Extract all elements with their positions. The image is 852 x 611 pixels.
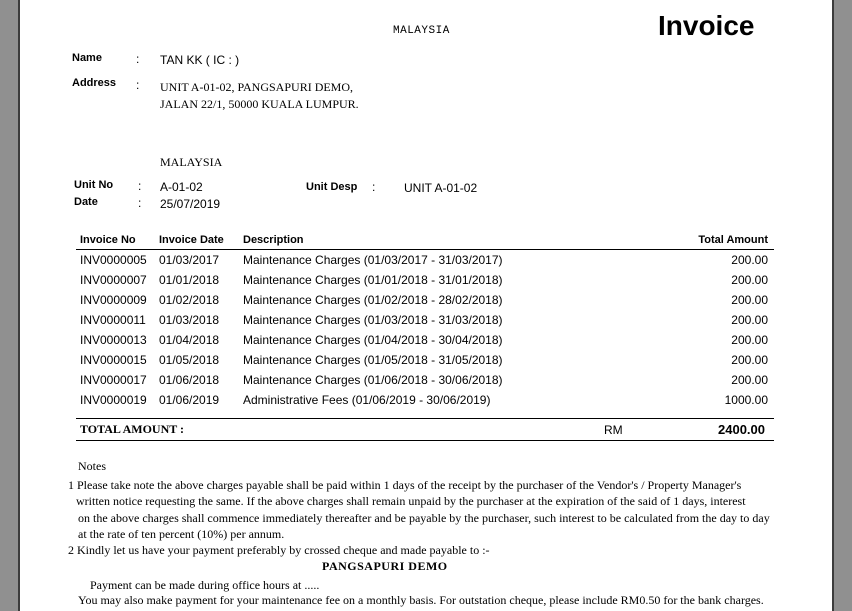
total-currency: RM — [604, 423, 623, 437]
unit-desp-label: Unit Desp — [306, 181, 358, 193]
note-1-line-3: on the above charges shall commence immediately thereafter and be payable by the purchaser, such interest to be calculated from the day to day — [78, 511, 770, 525]
address-line-2: JALAN 22/1, 50000 KUALA LUMPUR. — [160, 97, 359, 111]
total-amount-value: 2400.00 — [718, 422, 765, 437]
office-hours-note: Payment can be made during office hours at ..... — [90, 578, 320, 592]
header-country: MALAYSIA — [393, 25, 450, 37]
cell-description: Maintenance Charges (01/01/2018 - 31/01/2018) — [243, 273, 503, 287]
cell-amount: 200.00 — [731, 373, 768, 387]
table-row — [76, 350, 774, 370]
name-label: Name — [72, 52, 102, 64]
table-row — [76, 370, 774, 390]
name-colon: : — [136, 52, 140, 66]
cell-invoice-no: INV0000019 — [80, 393, 147, 407]
cell-invoice-no: INV0000011 — [80, 313, 146, 327]
unit-no-label: Unit No — [74, 179, 114, 191]
unit-desp-value: UNIT A-01-02 — [404, 181, 478, 195]
note-2-line-1: 2 Kindly let us have your payment preferably by crossed cheque and made payable to :- — [68, 543, 490, 557]
cell-description: Maintenance Charges (01/06/2018 - 30/06/2018) — [243, 373, 503, 387]
cell-invoice-date: 01/02/2018 — [159, 293, 220, 307]
table-row — [76, 390, 774, 410]
date-colon: : — [138, 196, 142, 210]
cell-description: Maintenance Charges (01/02/2018 - 28/02/2018) — [243, 293, 503, 307]
col-header-invoice-no: Invoice No — [76, 230, 155, 250]
cell-amount: 200.00 — [731, 313, 768, 327]
address-colon: : — [136, 78, 140, 92]
cell-invoice-date: 01/01/2018 — [159, 273, 220, 287]
col-header-total-amount: Total Amount — [664, 230, 774, 250]
table-row — [76, 330, 774, 350]
cell-amount: 200.00 — [731, 353, 768, 367]
date-value: 25/07/2019 — [160, 197, 221, 211]
note-1-line-1: 1 Please take note the above charges payable shall be paid within 1 days of the receipt by the purchaser of the Vendor's / Property Manager's — [68, 478, 742, 492]
cell-invoice-date: 01/04/2018 — [159, 333, 220, 347]
total-top-rule — [76, 418, 774, 419]
cell-description: Maintenance Charges (01/03/2018 - 31/03/2018) — [243, 313, 503, 327]
payee-name: PANGSAPURI DEMO — [322, 559, 448, 573]
cell-invoice-no: INV0000017 — [80, 373, 147, 387]
address-label: Address — [72, 77, 117, 89]
unit-no-colon: : — [138, 179, 142, 193]
monthly-payment-note: You may also make payment for your maintenance fee on a monthly basis. For outstation cheque, please include RM0.50 for the bank charges. — [78, 593, 764, 607]
note-1-line-2: written notice requesting the same. If the above charges shall remain unpaid by the purchaser at the expiration of the said of 1 days, interest — [76, 494, 746, 508]
address-line-1: UNIT A-01-02, PANGSAPURI DEMO, — [160, 80, 354, 94]
col-header-invoice-date: Invoice Date — [155, 230, 239, 250]
invoice-title: Invoice — [658, 10, 755, 41]
cell-invoice-date: 01/03/2017 — [159, 253, 220, 267]
cell-invoice-no: INV0000005 — [80, 253, 147, 267]
cell-invoice-date: 01/05/2018 — [159, 353, 220, 367]
table-row — [76, 290, 774, 310]
invoice-page — [20, 0, 832, 611]
left-gutter — [0, 0, 18, 611]
cell-invoice-no: INV0000015 — [80, 353, 147, 367]
right-gutter — [834, 0, 852, 611]
cell-description: Maintenance Charges (01/05/2018 - 31/05/2018) — [243, 353, 503, 367]
cell-invoice-date: 01/06/2018 — [159, 373, 220, 387]
cell-amount: 200.00 — [731, 333, 768, 347]
cell-invoice-no: INV0000007 — [80, 273, 147, 287]
total-amount-label: TOTAL AMOUNT : — [80, 422, 185, 436]
table-row — [76, 270, 774, 290]
notes-heading: Notes — [78, 459, 106, 473]
cell-amount: 200.00 — [731, 293, 768, 307]
table-row — [76, 250, 774, 271]
invoice-items-table — [76, 230, 774, 410]
address-country: MALAYSIA — [160, 155, 223, 169]
cell-invoice-no: INV0000013 — [80, 333, 147, 347]
cell-amount: 200.00 — [731, 273, 768, 287]
unit-no-value: A-01-02 — [160, 180, 203, 194]
cell-amount: 1000.00 — [724, 393, 768, 407]
cell-invoice-date: 01/03/2018 — [159, 313, 220, 327]
cell-description: Maintenance Charges (01/04/2018 - 30/04/2018) — [243, 333, 503, 347]
name-value: TAN KK ( IC : ) — [160, 53, 240, 67]
unit-desp-colon: : — [372, 180, 376, 194]
col-header-description: Description — [239, 230, 664, 250]
note-1-line-4: at the rate of ten percent (10%) per annum. — [78, 527, 285, 541]
date-label: Date — [74, 196, 98, 208]
cell-invoice-date: 01/06/2019 — [159, 393, 220, 407]
cell-description: Administrative Fees (01/06/2019 - 30/06/2019) — [243, 393, 491, 407]
table-header-row — [76, 230, 774, 250]
total-bottom-rule — [76, 440, 774, 441]
cell-amount: 200.00 — [731, 253, 768, 267]
table-row — [76, 310, 774, 330]
cell-description: Maintenance Charges (01/03/2017 - 31/03/2017) — [243, 253, 503, 267]
cell-invoice-no: INV0000009 — [80, 293, 147, 307]
